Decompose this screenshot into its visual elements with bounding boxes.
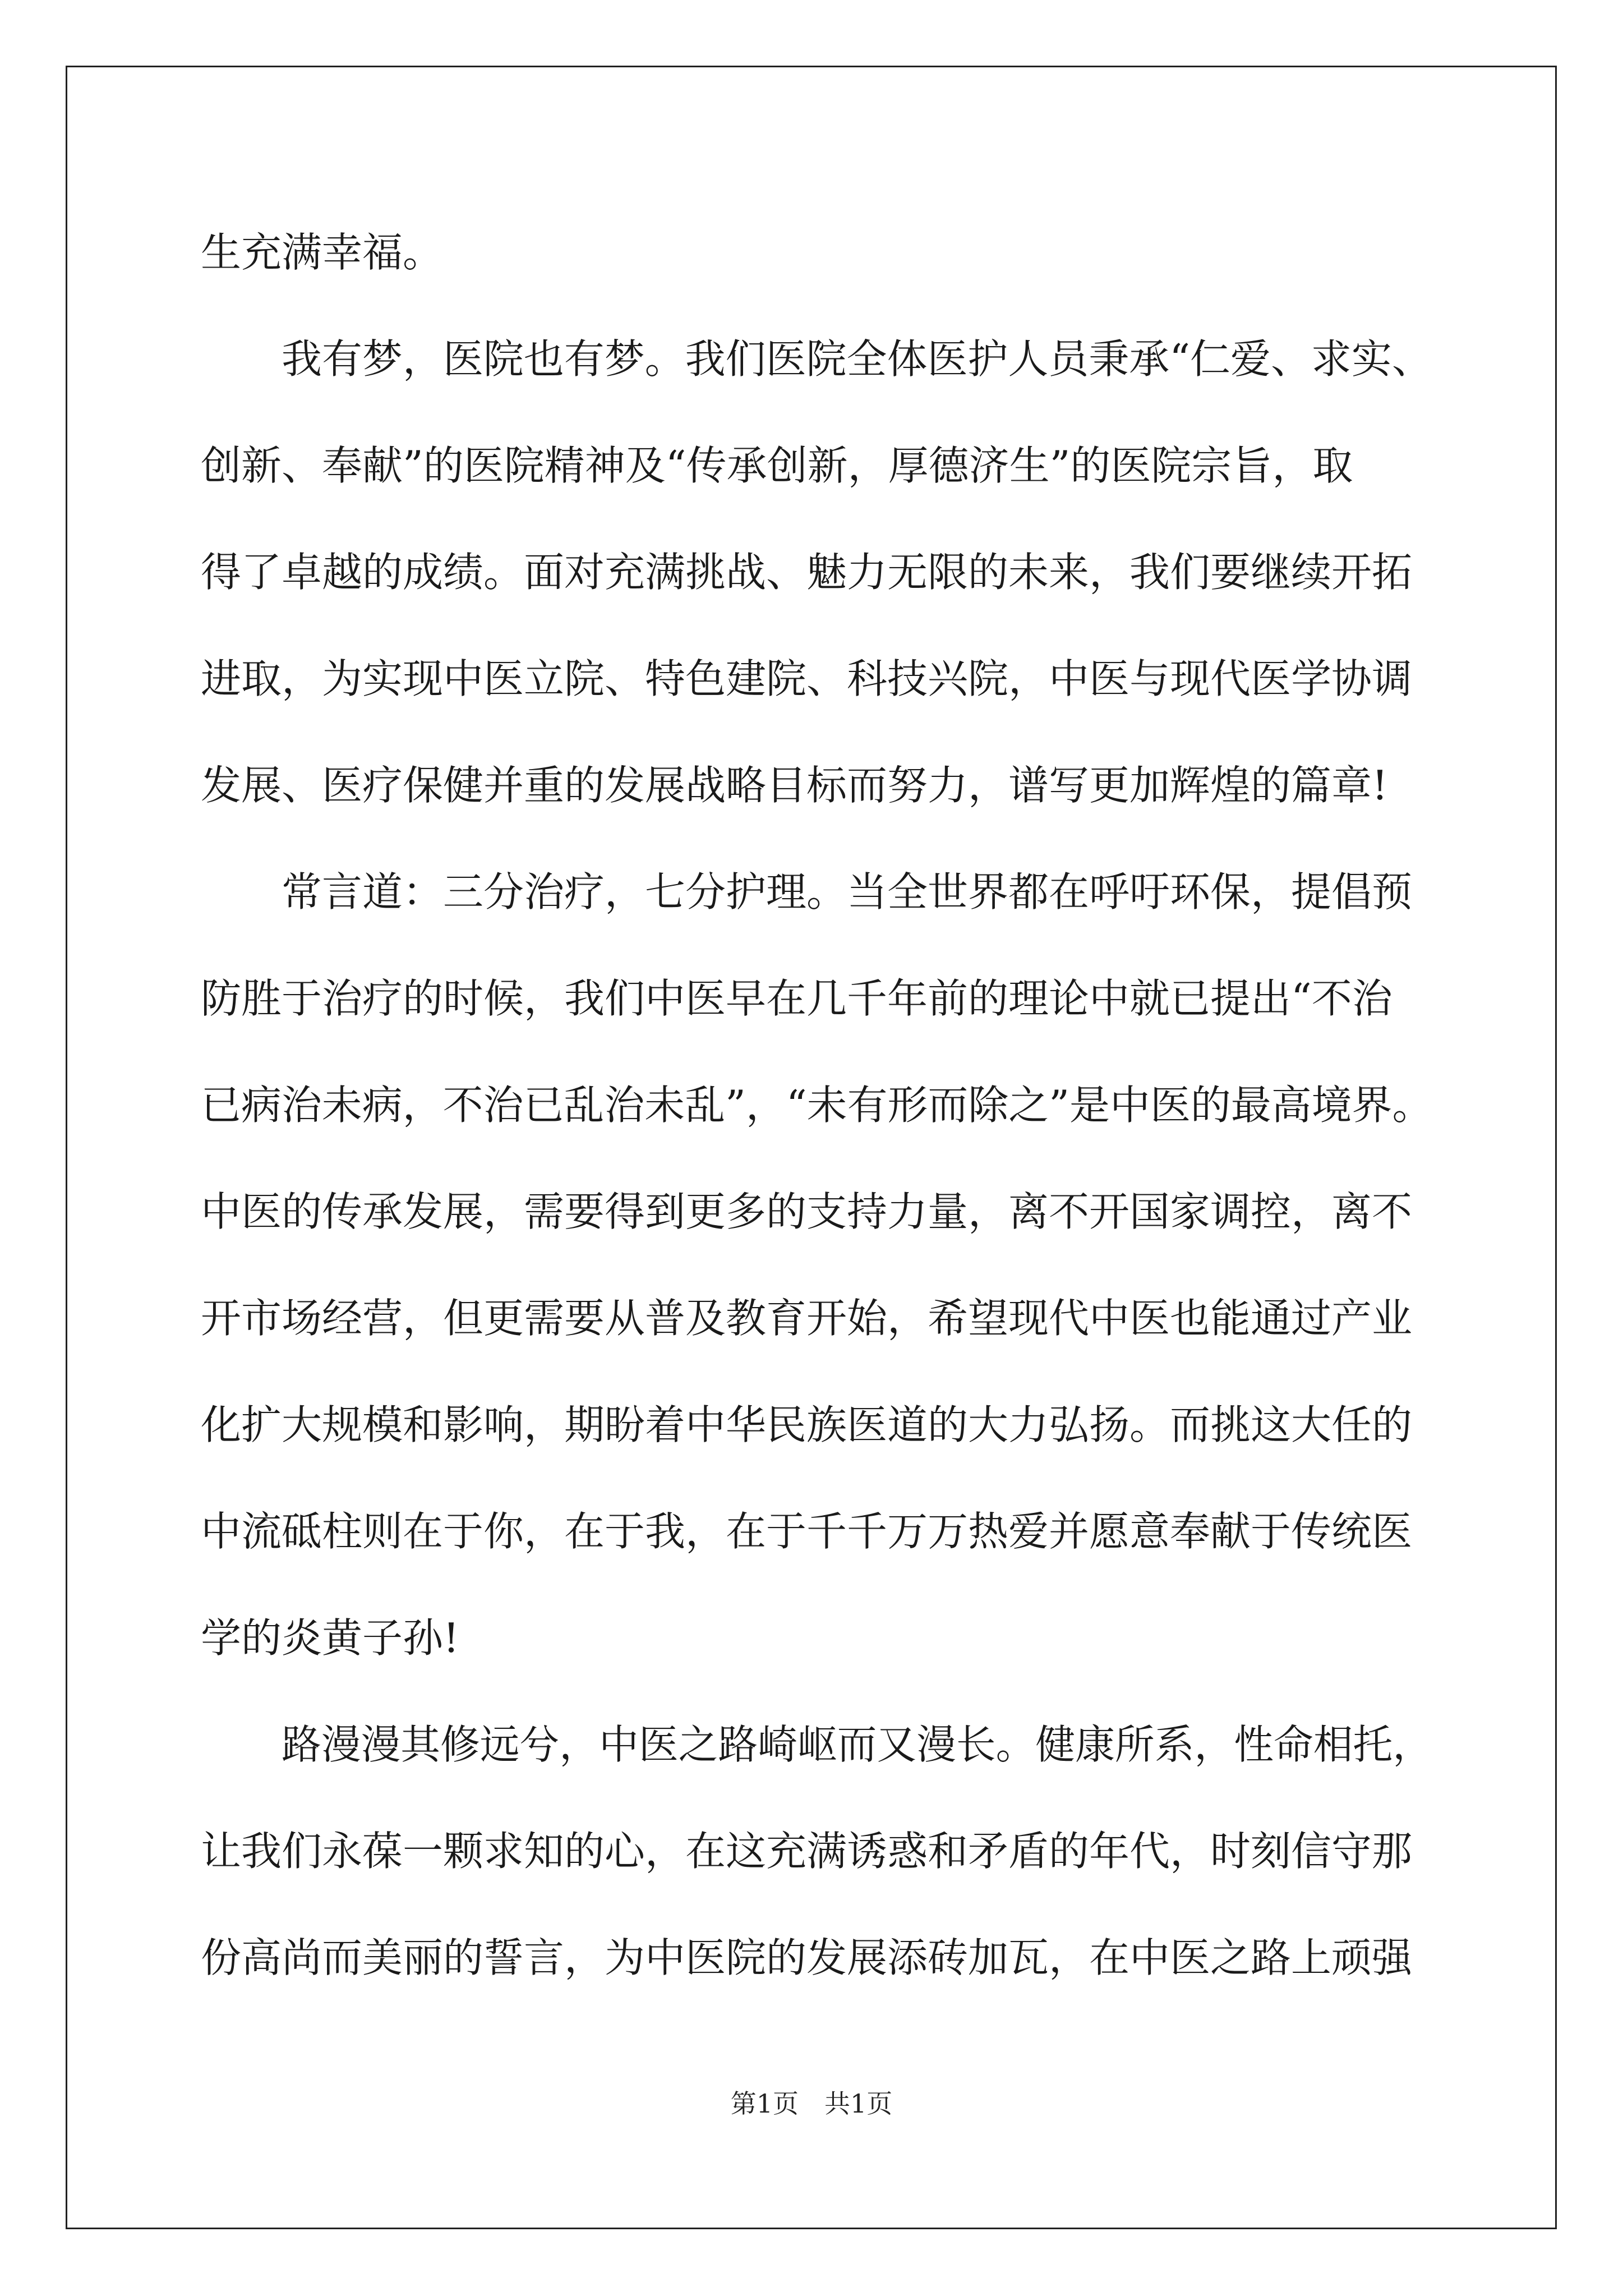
text-line: 份高尚而美丽的誓言，为中医院的发展添砖加瓦，在中医之路上顽强 xyxy=(201,1934,1413,1981)
text-line: 中医的传承发展，需要得到更多的支持力量，离不开国家调控，离不 xyxy=(201,1188,1413,1235)
text-line: 得了卓越的成绩。面对充满挑战、魅力无限的未来，我们要继续开拓 xyxy=(201,549,1413,596)
text-line: 已病治未病，不治已乱治未乱”，“未有形而除之”是中医的最高境界。 xyxy=(201,1082,1433,1129)
text-line: 生充满幸福。 xyxy=(201,229,444,276)
text-line: 学的炎黄子孙! xyxy=(201,1614,459,1662)
text-line: 发展、医疗保健并重的发展战略目标而努力，谱写更加辉煌的篇章! xyxy=(201,762,1388,809)
paragraph-start-line: 路漫漫其修远兮，中医之路崎岖而又漫长。健康所系，性命相托， xyxy=(282,1721,1433,1768)
paragraph-start-line: 我有梦，医院也有梦。我们医院全体医护人员秉承“仁爱、求实、 xyxy=(282,335,1432,383)
text-line: 化扩大规模和影响，期盼着中华民族医道的大力弘扬。而挑这大任的 xyxy=(201,1401,1413,1448)
text-line: 创新、奉献”的医院精神及“传承创新，厚德济生”的医院宗旨，取 xyxy=(201,442,1353,489)
text-line: 防胜于治疗的时候，我们中医早在几千年前的理论中就已提出“不治 xyxy=(201,975,1393,1022)
page-number-footer: 第1页 共1页 xyxy=(730,2088,893,2119)
paragraph-start-line: 常言道：三分治疗，七分护理。当全世界都在呼吁环保，提倡预 xyxy=(282,868,1413,915)
text-line: 中流砥柱则在于你，在于我，在于千千万万热爱并愿意奉献于传统医 xyxy=(201,1508,1413,1555)
text-line: 让我们永葆一颗求知的心，在这充满诱惑和矛盾的年代，时刻信守那 xyxy=(201,1828,1413,1875)
text-line: 开市场经营，但更需要从普及教育开始，希望现代中医也能通过产业 xyxy=(201,1295,1413,1342)
text-line: 进取，为实现中医立院、特色建院、科技兴院，中医与现代医学协调 xyxy=(201,655,1413,702)
